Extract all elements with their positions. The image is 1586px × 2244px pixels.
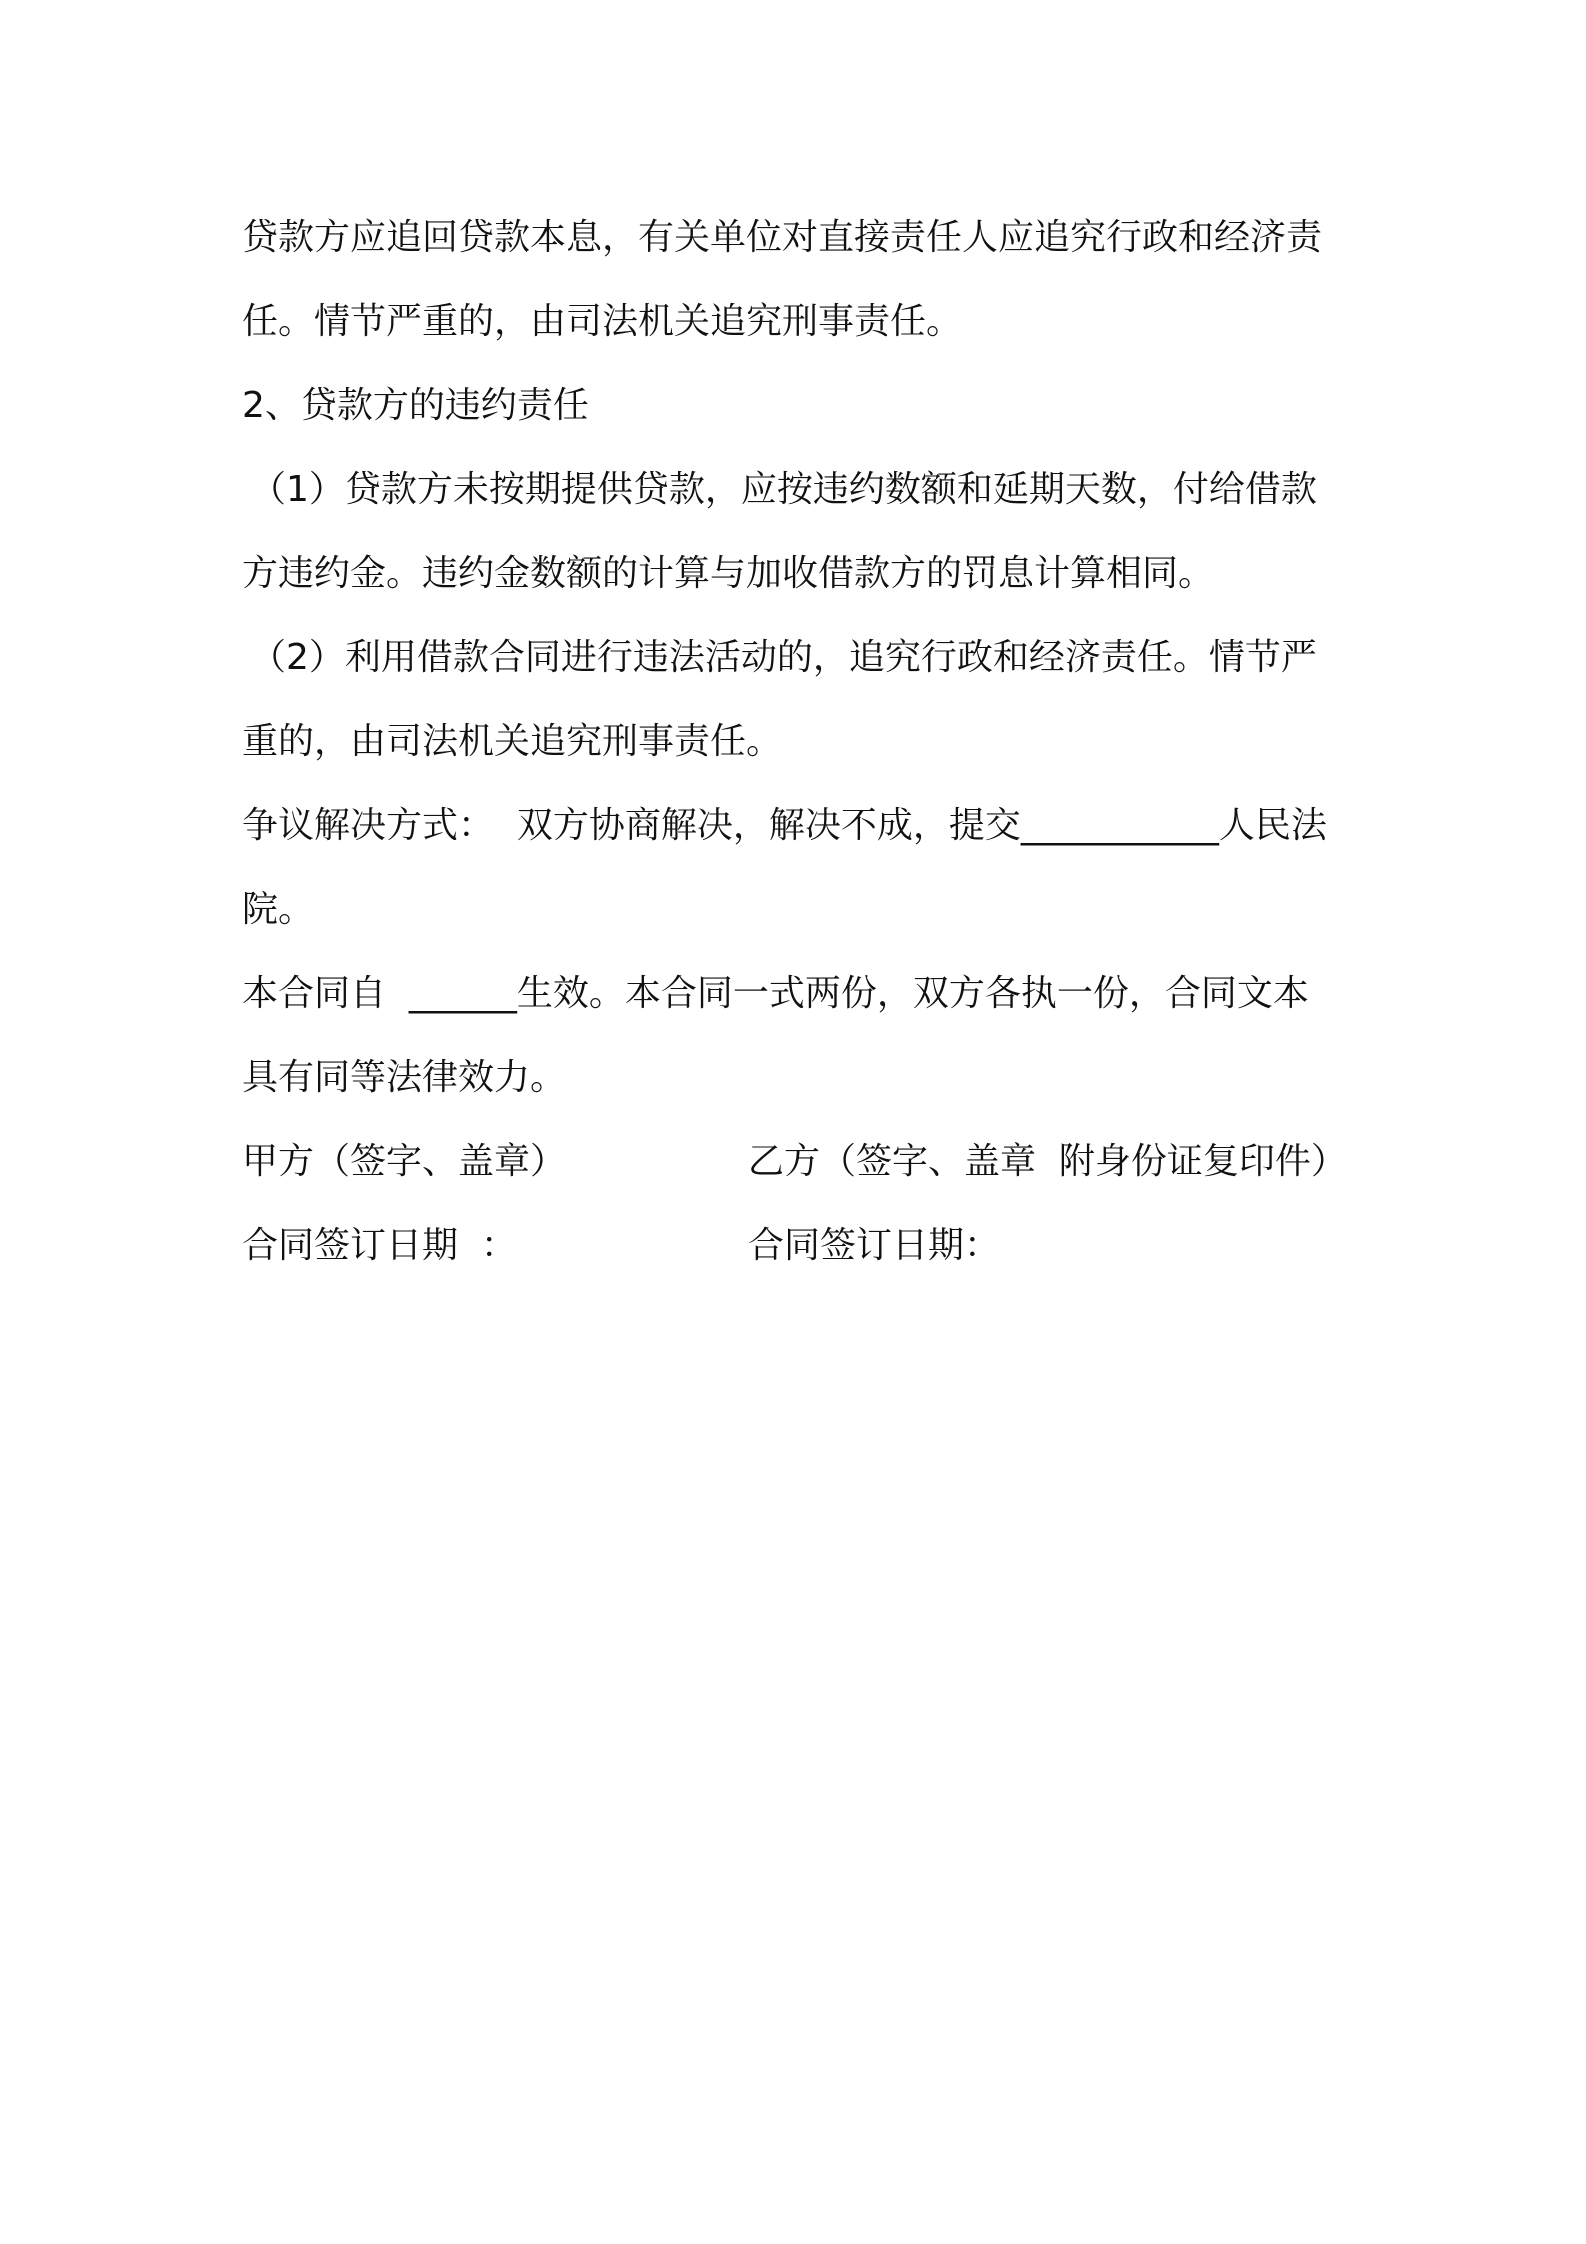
- dispute-resolution-line-2: 院。: [242, 889, 315, 930]
- section-heading-breach-liability: 2、贷款方的违约责任: [242, 385, 589, 426]
- party-a-signing-date-label: 合同签订日期 ：: [242, 1225, 517, 1266]
- party-b-signature-label: 乙方（签字、盖章 附身份证复印件）: [748, 1141, 1347, 1182]
- signature-row: [242, 1120, 1362, 1204]
- effective-clause-line-1: 本合同自 ______生效。本合同一式两份，双方各执一份，合同文本: [242, 973, 1309, 1014]
- clause-1-line-1: （1）贷款方未按期提供贷款，应按违约数额和延期天数，付给借款: [250, 469, 1317, 510]
- clause-2-line-1: （2）利用借款合同进行违法活动的，追究行政和经济责任。情节严: [250, 637, 1317, 678]
- body-line-2: 任。情节严重的，由司法机关追究刑事责任。: [242, 301, 963, 342]
- effective-clause-line-2: 具有同等法律效力。: [242, 1057, 567, 1098]
- body-line-1: 贷款方应追回贷款本息，有关单位对直接责任人应追究行政和经济责: [242, 217, 1323, 258]
- document-body: [242, 196, 1362, 1288]
- signing-date-row: [242, 1204, 1362, 1288]
- dispute-resolution-line-1: 争议解决方式： 双方协商解决，解决不成，提交___________人民法: [242, 805, 1327, 846]
- party-b-signing-date-label: 合同签订日期：: [748, 1225, 1001, 1266]
- party-a-signature-label: 甲方（签字、盖章）: [242, 1141, 567, 1182]
- clause-1-line-2: 方违约金。违约金数额的计算与加收借款方的罚息计算相同。: [242, 553, 1215, 594]
- clause-2-line-2: 重的，由司法机关追究刑事责任。: [242, 721, 783, 762]
